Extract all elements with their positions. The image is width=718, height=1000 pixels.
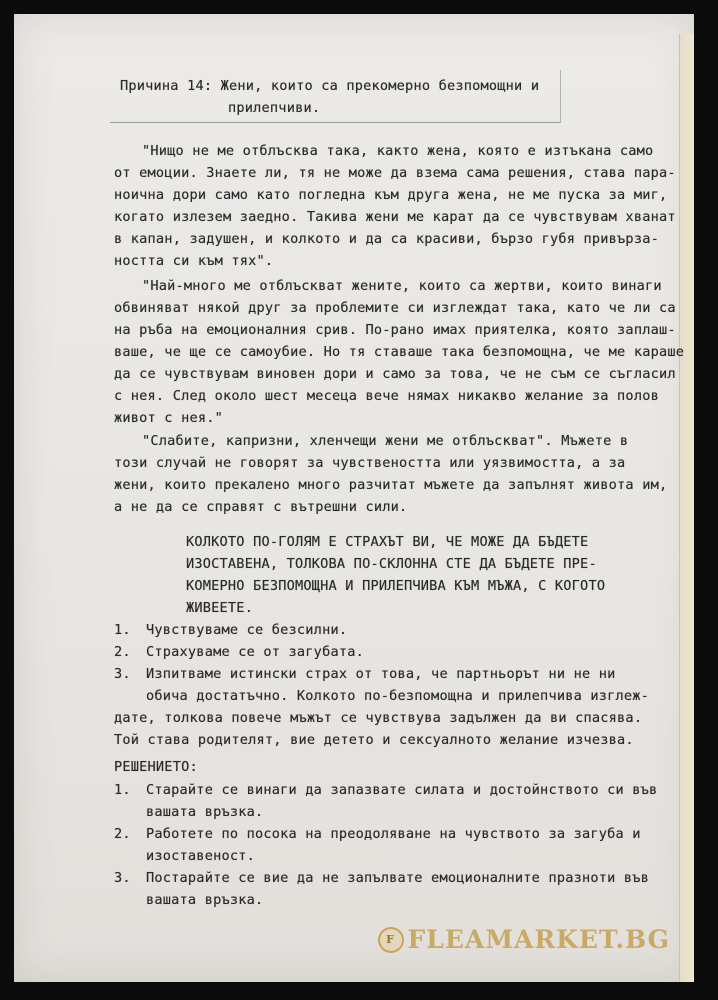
list-item-text: вашата връзка. [146,892,264,908]
solution-heading: РЕШЕНИЕТО: [114,759,198,775]
list-item-text: Страхуваме се от загубата. [146,644,364,660]
watermark-badge-icon: F [378,927,404,953]
paragraph-2-line: на ръба на емоционалния срив. По-рано имах приятелка, която заплаш- [114,322,676,338]
list-item-number: 1. [114,622,131,638]
watermark [378,925,670,954]
emphasis-line: КОМЕРНО БЕЗПОМОЩНА И ПРИЛЕПЧИВА КЪМ МЪЖА, С КОГОТО [186,578,606,594]
paragraph-1-line: когато излезем заедно. Такива жени ме карат да се чувствувам хванат [114,209,676,225]
list-item-text: Изпитваме истински страх от това, че партньорът ни не ни [146,666,616,682]
list-item-number: 3. [114,870,131,886]
paragraph-1-line: от емоции. Знаете ли, тя не може да взема сама решения, става пара- [114,165,676,181]
list-item-text: вашата връзка. [146,804,264,820]
paragraph-1-line: в капан, задушен, и колкото и да са красиви, бързо губя привърза- [114,231,659,247]
list-item-text: Чувствуваме се безсилни. [146,622,348,638]
list-item-number: 2. [114,826,131,842]
emphasis-line: ЖИВЕЕТЕ. [186,600,254,616]
continuation-line: Той става родителят, вие детето и сексуалното желание изчезва. [114,732,634,748]
paragraph-1-line: ността си към тях". [114,253,274,269]
list-item-number: 3. [114,666,131,682]
paragraph-3-line: "Слабите, капризни, хленчещи жени ме отблъскват". Мъжете в [142,433,629,449]
list-item-text: Старайте се винаги да запазвате силата и достойнството си във [146,782,658,798]
paragraph-2-line: "Най-много ме отблъскват жените, които са жертви, които винаги [142,278,662,294]
list-item-text: обича достатъчно. Колкото по-безпомощна и прилепчива изглеж- [146,688,650,704]
paragraph-2-line: обвиняват някой друг за проблемите си изглеждат така, като че ли са [114,300,676,316]
paragraph-3-line: този случай не говорят за чувствеността или уязвимостта, а за [114,455,626,471]
paragraph-3-line: жени, които прекалено много разчитат мъжете да запълнят живота им, [114,477,668,493]
list-item-text: изоставеност. [146,848,255,864]
watermark-text: FLEAMARKET.BG [407,925,670,954]
list-item-number: 2. [114,644,131,660]
document-page [14,14,694,982]
list-item-text: Постарайте се вие да не запълвате емоционалните празноти във [146,870,650,886]
list-item-text: Работете по посока на преодоляване на чувството за загуба и [146,826,641,842]
title-line-2: прилепчиви. [228,100,321,116]
paragraph-2-line: живот с нея." [114,410,223,426]
continuation-line: дате, толкова повече мъжът се чувствува задължен да ви спасява. [114,710,643,726]
list-item-number: 1. [114,782,131,798]
paragraph-3-line: а не да се справят с вътрешни сили. [114,499,408,515]
emphasis-line: ИЗОСТАВЕНА, ТОЛКОВА ПО-СКЛОННА СТЕ ДА БЪДЕТЕ ПРЕ- [186,556,597,572]
title-line-1: Причина 14: Жени, които са прекомерно безпомощни и [120,78,540,94]
paragraph-2-line: да се чувствувам виновен дори и само за това, че не съм се съгласил [114,366,676,382]
paragraph-2-line: с нея. След около шест месеца вече нямах никакво желание за полов [114,388,659,404]
page-edge [679,34,694,982]
paragraph-1-line: "Нищо не ме отблъсква така, както жена, която е изтъкана само [142,143,654,159]
emphasis-line: КОЛКОТО ПО-ГОЛЯМ Е СТРАХЪТ ВИ, ЧЕ МОЖЕ ДА БЪДЕТЕ [186,534,589,550]
paragraph-1-line: ноична дори само като погледна към друга жена, не ме пуска за миг, [114,187,668,203]
paragraph-2-line: ваше, че ще се самоубие. Но тя ставаше така безпомощна, че ме караше [114,344,685,360]
